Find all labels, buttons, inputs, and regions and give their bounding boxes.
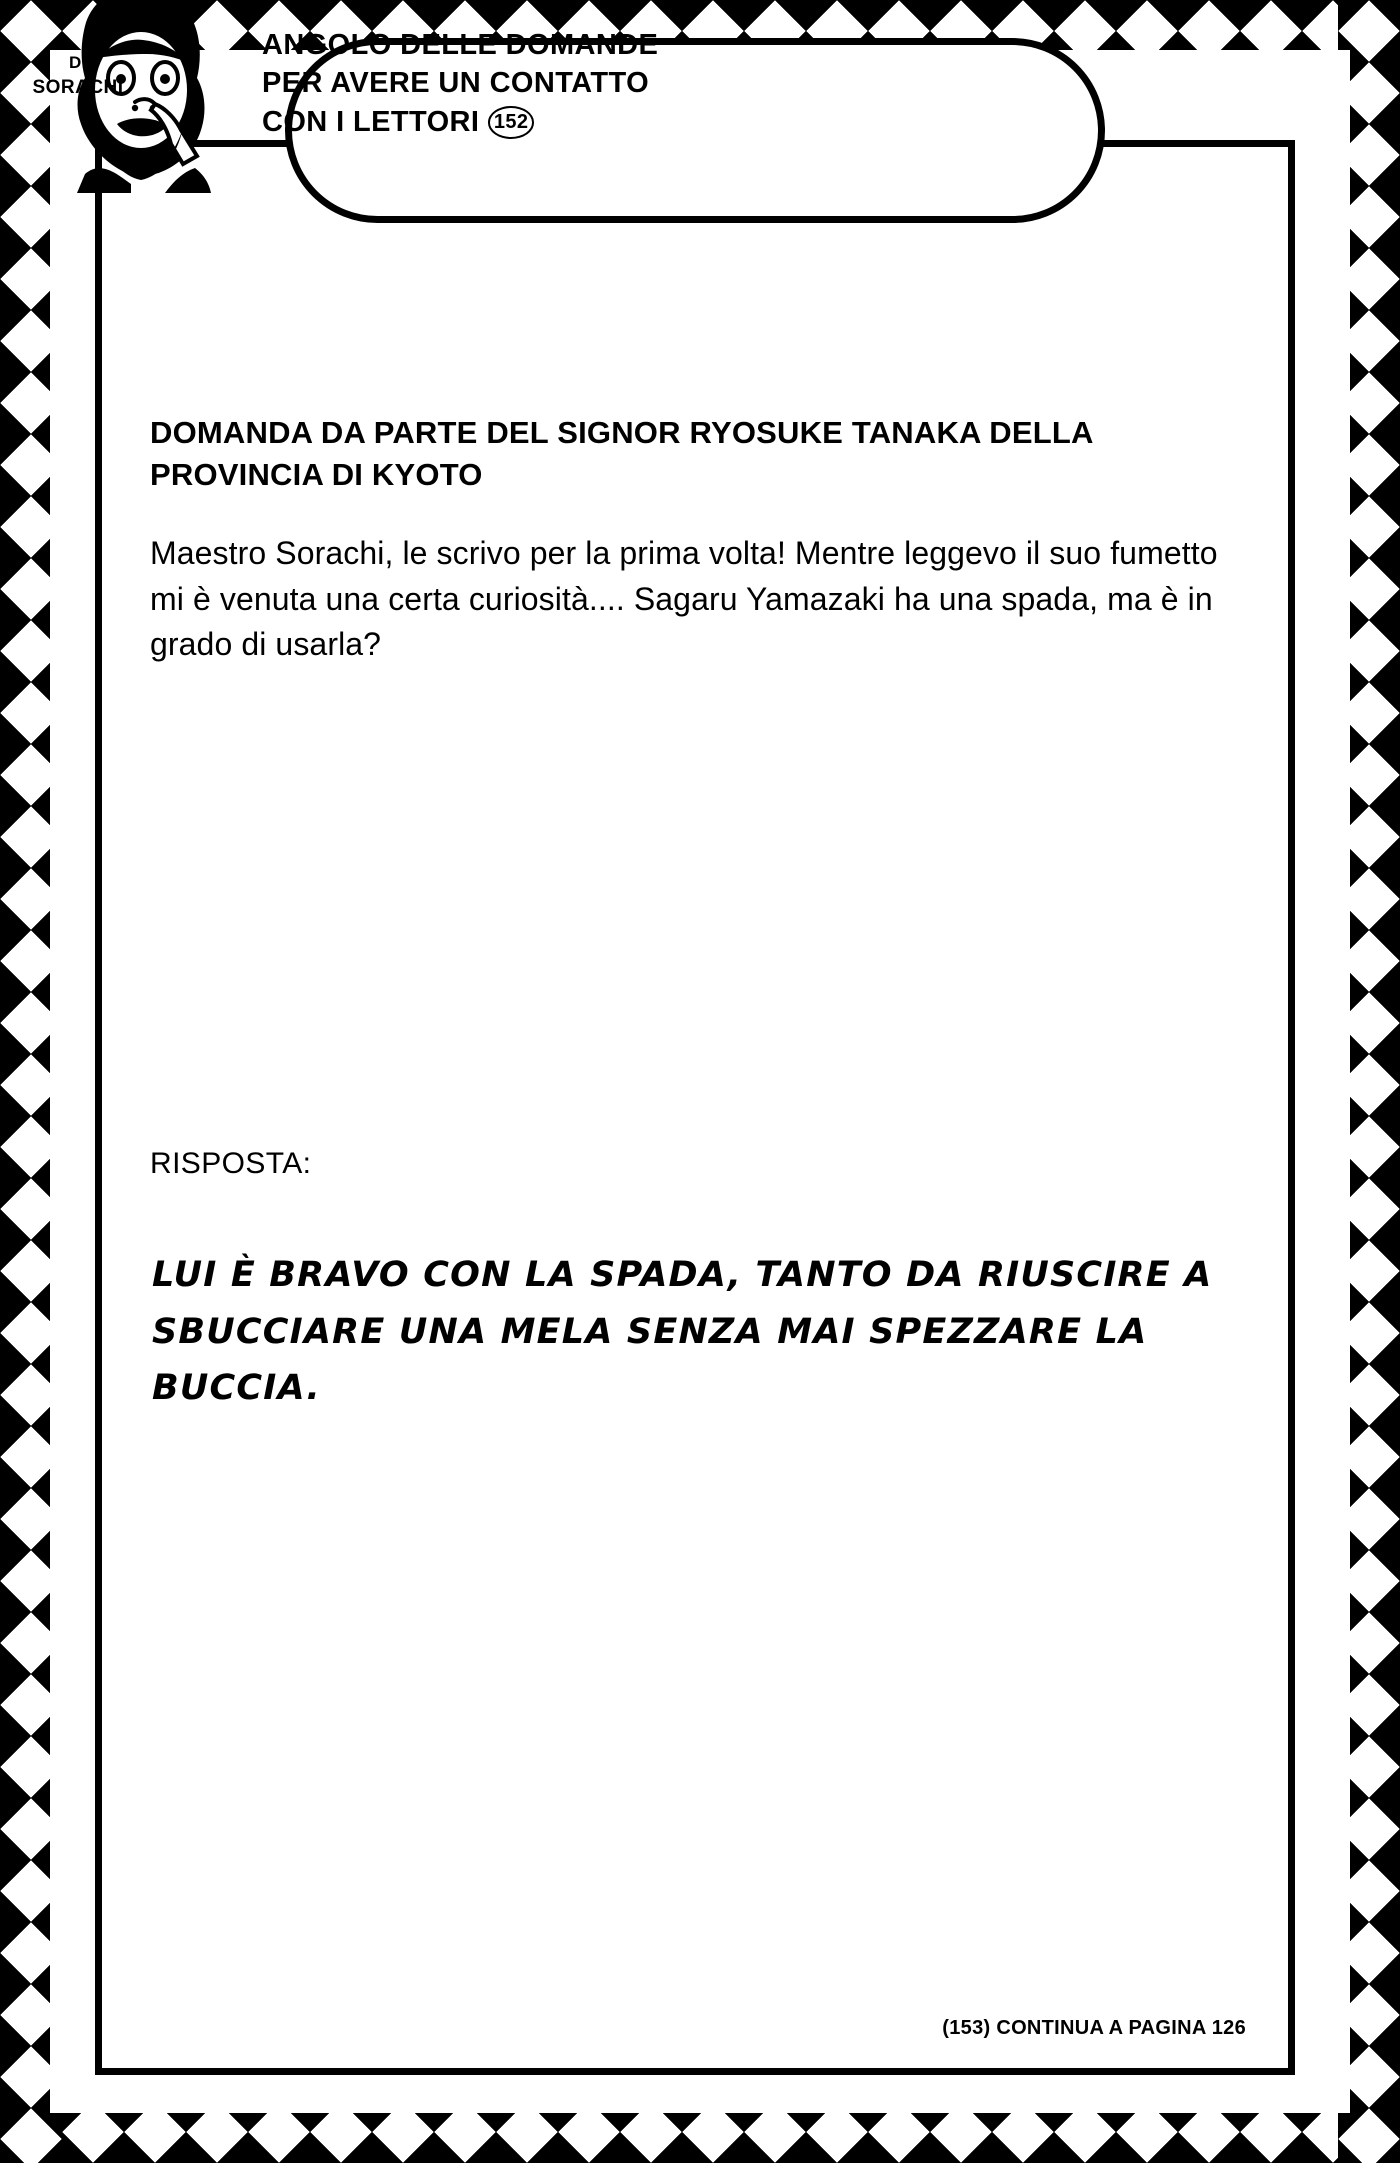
section-title-line-2: PER AVERE UN CONTATTO — [262, 67, 650, 100]
page-footer-note: (153) CONTINUA A PAGINA 126 — [942, 2017, 1246, 2039]
section-title-line-3: CON I LETTORI — [262, 105, 480, 138]
byline — [18, 52, 138, 101]
section-title — [262, 26, 658, 141]
question-block — [150, 412, 1240, 667]
byline-line-2: SORACHI — [32, 76, 124, 98]
question-body: Maestro Sorachi, le scrivo per la prima volta! Mentre leggevo il suo fumetto mi è venuta una certa curiosità.... Sagaru Yamazaki ha una spada, ma è in grado di usarla? — [150, 535, 1218, 662]
question-heading: DOMANDA DA PARTE DEL SIGNOR RYOSUKE TANAKA DELLA PROVINCIA DI KYOTO — [150, 415, 1093, 492]
answer-text: LUI È BRAVO CON LA SPADA, TANTO DA RIUSCIRE A SBUCCIARE UNA MELA SENZA MAI SPEZZARE LA BUCCIA. — [152, 1255, 1213, 1409]
section-title-line-1: ANGOLO DELLE DOMANDE — [262, 29, 659, 61]
byline-line-1: DI — [69, 53, 87, 72]
answer-label: RISPOSTA: — [150, 1147, 312, 1180]
section-number-badge: 152 — [488, 106, 535, 139]
qa-panel — [95, 140, 1295, 2075]
